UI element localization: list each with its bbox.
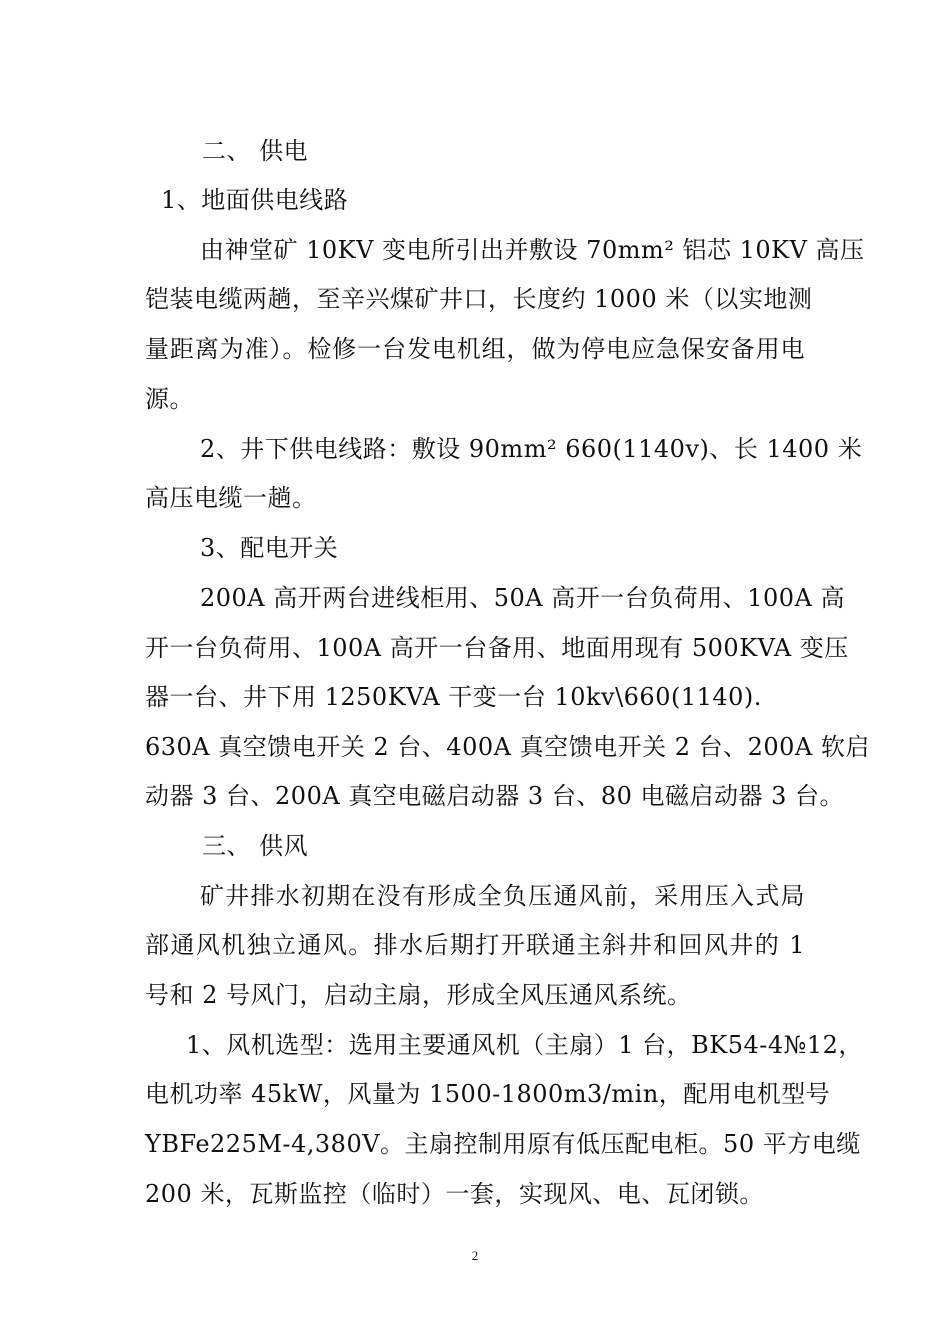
paragraph-line: 开一台负荷用、100A 高开一台备用、地面用现有 500KVA 变压 bbox=[145, 634, 849, 662]
paragraph-line: YBFe225M-4,380V。主扇控制用原有低压配电柜。50 平方电缆 bbox=[145, 1130, 861, 1158]
paragraph-line: 1、风机选型：选用主要通风机（主扇）1 台，BK54-4№12， bbox=[186, 1031, 863, 1059]
section-heading-power-supply: 二、 供电 bbox=[202, 137, 309, 165]
paragraph-line: 630A 真空馈电开关 2 台、400A 真空馈电开关 2 台、200A 软启 bbox=[145, 733, 870, 761]
subheading-distribution-switch: 3、配电开关 bbox=[200, 534, 339, 562]
paragraph-line: 源。 bbox=[145, 385, 194, 413]
paragraph-line: 200 米，瓦斯监控（临时）一套，实现风、电、瓦闭锁。 bbox=[145, 1180, 764, 1208]
paragraph-line: 量距离为准）。检修一台发电机组，做为停电应急保安备用电 bbox=[145, 335, 805, 363]
paragraph-line: 电机功率 45kW，风量为 1500-1800m3/min，配用电机型号 bbox=[145, 1080, 831, 1108]
paragraph-line: 矿井排水初期在没有形成全负压通风前，采用压入式局 bbox=[200, 882, 805, 910]
paragraph-line: 铠装电缆两趟，至辛兴煤矿井口，长度约 1000 米（以实地测 bbox=[145, 285, 813, 313]
paragraph-line: 由神堂矿 10KV 变电所引出并敷设 70mm² 铝芯 10KV 高压 bbox=[200, 236, 865, 264]
paragraph-line: 200A 高开两台进线柜用、50A 高开一台负荷用、100A 高 bbox=[200, 584, 846, 612]
page-number: 2 bbox=[471, 1248, 479, 1263]
section-heading-ventilation: 三、 供风 bbox=[202, 832, 309, 860]
paragraph-line: 号和 2 号风门，启动主扇，形成全风压通风系统。 bbox=[145, 981, 692, 1009]
paragraph-line: 2、井下供电线路：敷设 90mm² 660(1140v)、长 1400 米 bbox=[200, 435, 863, 463]
paragraph-line: 动器 3 台、200A 真空电磁启动器 3 台、80 电磁启动器 3 台。 bbox=[145, 782, 845, 810]
subheading-ground-power-line: 1、地面供电线路 bbox=[161, 186, 349, 214]
paragraph-line: 高压电缆一趟。 bbox=[145, 484, 317, 512]
paragraph-line: 部通风机独立通风。排水后期打开联通主斜井和回风井的 1 bbox=[145, 931, 805, 959]
paragraph-line: 器一台、井下用 1250KVA 干变一台 10kv\660(1140). bbox=[145, 683, 762, 711]
